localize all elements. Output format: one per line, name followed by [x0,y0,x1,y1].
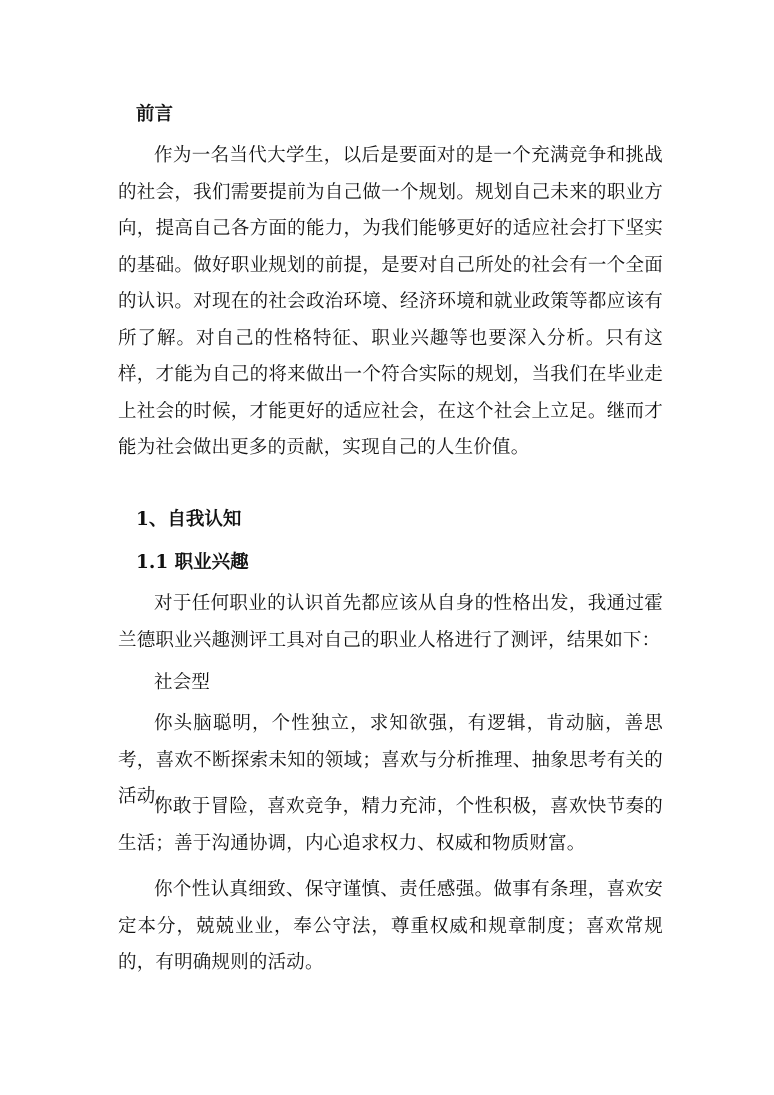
section-1-1-title: 1.1 职业兴趣 [136,552,249,573]
interest-intro-paragraph: 对于任何职业的认识首先都应该从自身的性格出发，我通过霍兰德职业兴趣测评工具对自己的职业人格进行了测评，结果如下： [118,593,663,651]
trait-paragraph-2: 你敢于冒险，喜欢竞争，精力充沛，个性积极，喜欢快节奏的生活；善于沟通协调，内心追求权力、权威和物质财富。 [118,796,663,854]
preface-paragraph: 作为一名当代大学生，以后是要面对的是一个充满竞争和挑战的社会，我们需要提前为自己做一个规划。规划自己未来的职业方向，提高自己各方面的能力，为我们能够更好的适应社会打下坚实的基础。做好职业规划的前提，是要对自己所处的社会有一个全面的认识。对现在的社会政治环境、经济环境和就业政策等都应该有所了解。对自己的性格特征、职业兴趣等也要深入分析。只有这样，才能为自己的将来做出一个符合实际的规划，当我们在毕业走上社会的时候，才能更好的适应社会，在这个社会上立足。继而才能为社会做出更多的贡献，实现自己的人生价值。 [118,145,663,458]
trait-paragraph-3: 你个性认真细致、保守谨慎、责任感强。做事有条理，喜欢安定本分，兢兢业业，奉公守法，尊重权威和规章制度；喜欢常规的，有明确规则的活动。 [118,879,663,973]
trait-paragraph-1: 你头脑聪明，个性独立，求知欲强，有逻辑，肯动脑，善思考，喜欢不断探索未知的领域；喜欢与分析推理、抽象思考有关的活动。 [118,713,663,807]
section-1-title: 1、自我认知 [136,509,242,530]
preface-title: 前言 [136,104,174,125]
result-type: 社会型 [154,672,211,693]
